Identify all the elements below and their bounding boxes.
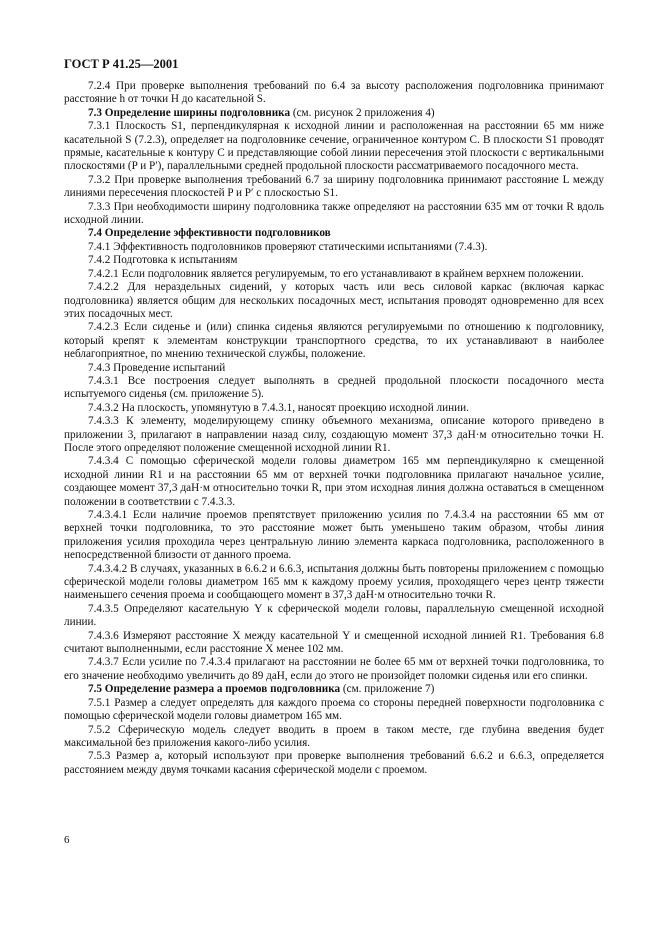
paragraph: 7.3.1 Плоскость S1, перпендикулярная к исходной линии и расположенная на расстоянии 65 мм ниже касательной S (7.2.3), определяет на подголовнике сечение, ограниченное контуром C. В плоскости S1 проводят прямые, касательные к контуру C и представляющие собой линии пересечения этой плоскости с вертикальными плоскостями (P и P′), параллельными средней продольной плоскости рассматриваемого посадочного места.	[64, 120, 604, 173]
paragraph: 7.4.3.3 К элементу, моделирующему спинку объемного механизма, описание которого приведено в приложении 3, прилагают в направлении назад силу, создающую момент 37,3 даН·м относительно точки H. После этого определяют положение смещенной исходной линии R1.	[64, 415, 604, 454]
paragraph: 7.3.3 При необходимости ширину подголовника также определяют на расстоянии 635 мм от точки R вдоль исходной линии.	[64, 200, 604, 227]
section-heading	[64, 227, 604, 240]
heading-rest: (см. рисунок 2 приложения 4)	[290, 106, 435, 119]
paragraph: 7.4.1 Эффективность подголовников проверяют статическими испытаниями (7.4.3).	[88, 240, 488, 253]
paragraph: 7.2.4 При проверке выполнения требований по 6.4 за высоту расположения подголовника принимают расстояние h от точки H до касательной S.	[64, 80, 604, 106]
paragraph: 7.4.3.2 На плоскость, упомянутую в 7.4.3.1, наносят проекцию исходной линии.	[88, 401, 469, 414]
paragraph: 7.3.2 При проверке выполнения требований 6.7 за ширину подголовника принимают расстояние L между линиями пересечения плоскостей P и P′ с плоскостью S1.	[64, 173, 604, 200]
heading-rest: (см. приложение 7)	[340, 683, 435, 696]
paragraph: 7.4.3.4 С помощью сферической модели головы диаметром 165 мм перпендикулярно к смещенной исходной линии R1 и на расстоянии 65 мм от верхней точки подголовника прилагают начальное усилие, создающее момент 37,3 даН·м относительно точки R, при этом исходная линия должна оставаться в смещенном положении в соответствии с 7.4.3.3.	[64, 455, 604, 508]
section-heading	[64, 683, 604, 696]
section-heading	[64, 107, 604, 120]
paragraph: 7.4.3.1 Все построения следует выполнять в средней продольной плоскости посадочного места испытуемого сиденья (см. приложение 5).	[64, 374, 604, 401]
heading-bold: 7.5 Определение размера a проемов подголовника	[88, 683, 341, 696]
paragraph: 7.4.3.4.1 Если наличие проемов препятствует приложению усилия по 7.4.3.4 на расстоянии 65 мм от верхней точки подголовника, то это расстояние может быть уменьшено таким образом, чтобы линия приложения усилия проходила через центральную линию элемента каркаса подголовника, расположенного в непосредственной близости от данного проема.	[64, 509, 604, 562]
document-body	[64, 80, 604, 777]
heading-bold: 7.4 Определение эффективности подголовников	[88, 227, 331, 240]
paragraph: 7.4.3 Проведение испытаний	[88, 361, 226, 374]
paragraph: 7.5.2 Сферическую модель следует вводить в проем в таком месте, где глубина введения будет максимальной без приложения какого-либо усилия.	[64, 723, 604, 749]
paragraph: 7.4.3.6 Измеряют расстояние X между касательной Y и смещенной исходной линией R1. Требования 6.8 считают выполненными, если расстояние X менее 102 мм.	[64, 629, 604, 656]
paragraph: 7.4.3.5 Определяют касательную Y к сферической модели головы, параллельную смещенной исходной линии.	[64, 602, 604, 629]
paragraph: 7.4.3.7 Если усилие по 7.4.3.4 прилагают на расстоянии не более 65 мм от верхней точки подголовника, то его значение необходимо увеличить до 89 даН, если до этого не произойдет поломки сиденья или его спинки.	[64, 656, 604, 682]
paragraph: 7.4.2.2 Для нераздельных сидений, у которых часть или весь силовой каркас (включая каркас подголовника) является общим для нескольких посадочных мест, испытания проводят одновременно для всех этих посадочных мест.	[64, 281, 604, 320]
paragraph: 7.5.3 Размер a, который используют при проверке выполнения требований 6.6.2 и 6.6.3, определяется расстоянием между двумя точками касания сферической модели с проемом.	[64, 750, 604, 776]
paragraph: 7.4.2.1 Если подголовник является регулируемым, то его устанавливают в крайнем верхнем положении.	[88, 267, 584, 280]
heading-bold: 7.3 Определение ширины подголовника	[88, 106, 291, 119]
paragraph: 7.5.1 Размер a следует определять для каждого проема со стороны передней поверхности подголовника с помощью сферической модели головы диаметром 165 мм.	[64, 696, 604, 723]
paragraph: 7.4.3.4.2 В случаях, указанных в 6.6.2 и 6.6.3, испытания должны быть повторены приложением с помощью сферической модели головы диаметром 165 мм к каждому проему усилия, проходящего через центр тяжести наименьшего сечения проема и сообщающего момент в 37,3 даН·м относительно точки R.	[64, 562, 604, 602]
document-header: ГОСТ Р 41.25—2001	[64, 57, 179, 71]
page-number: 6	[64, 834, 70, 846]
paragraph: 7.4.2 Подготовка к испытаниям	[88, 254, 238, 267]
paragraph: 7.4.2.3 Если сиденье и (или) спинка сиденья являются регулируемыми по отношению к подголовнику, который крепят к элементам конструкции транспортного средства, то их устанавливают в наиболее неблагоприятное, по мнению технической службы, положение.	[64, 321, 604, 361]
